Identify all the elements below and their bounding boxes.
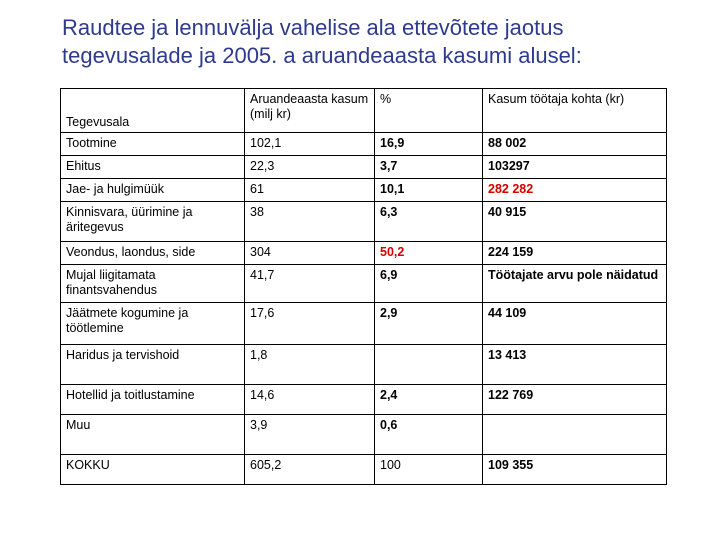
title-line-2: tegevusalade ja 2005. a aruandeaasta kasumi alusel:	[62, 43, 582, 68]
cell-percent: 6,3	[375, 202, 483, 242]
cell-profit: 22,3	[245, 156, 375, 179]
cell-activity: Muu	[61, 415, 245, 455]
cell-profit-per-employee: 224 159	[483, 242, 667, 265]
cell-profit-per-employee: 13 413	[483, 345, 667, 385]
cell-percent: 16,9	[375, 133, 483, 156]
table-row	[61, 303, 667, 345]
cell-profit-per-employee: 44 109	[483, 303, 667, 345]
cell-profit-per-employee: 109 355	[483, 455, 667, 485]
cell-activity: Haridus ja tervishoid	[61, 345, 245, 385]
cell-profit: 61	[245, 179, 375, 202]
cell-percent: 2,9	[375, 303, 483, 345]
cell-activity: Tootmine	[61, 133, 245, 156]
table-row	[61, 133, 667, 156]
table-row	[61, 415, 667, 455]
cell-percent: 2,4	[375, 385, 483, 415]
title-line-1: Raudtee ja lennuvälja vahelise ala ettevõtete jaotus	[62, 15, 564, 40]
profit-table	[60, 88, 667, 485]
cell-activity: Jäätmete kogumine ja töötlemine	[61, 303, 245, 345]
table-row	[61, 385, 667, 415]
cell-activity: Jae- ja hulgimüük	[61, 179, 245, 202]
cell-percent: 3,7	[375, 156, 483, 179]
cell-profit-per-employee: 103297	[483, 156, 667, 179]
cell-profit: 17,6	[245, 303, 375, 345]
cell-profit: 304	[245, 242, 375, 265]
table-row	[61, 455, 667, 485]
cell-profit-per-employee: Töötajate arvu pole näidatud	[483, 265, 667, 303]
table-row	[61, 156, 667, 179]
cell-activity: Ehitus	[61, 156, 245, 179]
table-row	[61, 202, 667, 242]
cell-percent: 10,1	[375, 179, 483, 202]
header-percent: %	[375, 89, 483, 133]
cell-activity: Veondus, laondus, side	[61, 242, 245, 265]
header-profit-per-employee: Kasum töötaja kohta (kr)	[483, 89, 667, 133]
table-row	[61, 345, 667, 385]
cell-profit-per-employee: 122 769	[483, 385, 667, 415]
cell-activity: Kinnisvara, üürimine ja äritegevus	[61, 202, 245, 242]
cell-percent: 50,2	[375, 242, 483, 265]
cell-profit: 605,2	[245, 455, 375, 485]
cell-profit: 3,9	[245, 415, 375, 455]
cell-profit-per-employee: 40 915	[483, 202, 667, 242]
header-profit: Aruandeaasta kasum (milj kr)	[245, 89, 375, 133]
cell-percent: 100	[375, 455, 483, 485]
cell-profit-per-employee: 282 282	[483, 179, 667, 202]
table-row	[61, 265, 667, 303]
cell-percent	[375, 345, 483, 385]
table-row	[61, 242, 667, 265]
cell-activity: KOKKU	[61, 455, 245, 485]
cell-percent: 6,9	[375, 265, 483, 303]
header-activity: Tegevusala	[61, 89, 245, 133]
cell-profit: 38	[245, 202, 375, 242]
cell-percent: 0,6	[375, 415, 483, 455]
cell-profit: 1,8	[245, 345, 375, 385]
cell-activity: Mujal liigitamata finantsvahendus	[61, 265, 245, 303]
table-header-row	[61, 89, 667, 133]
page-title	[62, 14, 702, 70]
cell-profit-per-employee: 88 002	[483, 133, 667, 156]
cell-profit: 102,1	[245, 133, 375, 156]
cell-profit-per-employee	[483, 415, 667, 455]
cell-profit: 41,7	[245, 265, 375, 303]
cell-profit: 14,6	[245, 385, 375, 415]
table-row	[61, 179, 667, 202]
cell-activity: Hotellid ja toitlustamine	[61, 385, 245, 415]
